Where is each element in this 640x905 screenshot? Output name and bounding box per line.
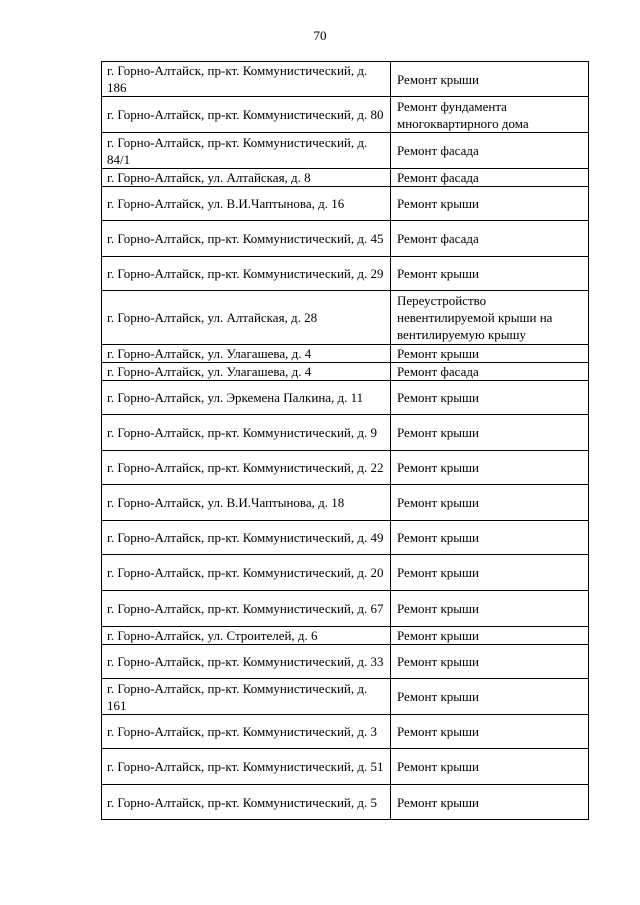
address-cell: г. Горно-Алтайск, пр-кт. Коммунистический, д. 80 <box>102 97 391 133</box>
table-body <box>102 62 589 820</box>
work-type-cell: Ремонт крыши <box>391 187 589 221</box>
address-cell: г. Горно-Алтайск, ул. Эркемена Палкина, д. 11 <box>102 381 391 415</box>
work-type-cell: Ремонт фундамента многоквартирного дома <box>391 97 589 133</box>
table-row <box>102 715 589 749</box>
table-row <box>102 187 589 221</box>
work-type-cell: Ремонт фасада <box>391 221 589 257</box>
work-type-cell: Ремонт фасада <box>391 363 589 381</box>
table-row <box>102 451 589 485</box>
address-cell: г. Горно-Алтайск, пр-кт. Коммунистический, д. 20 <box>102 555 391 591</box>
address-cell: г. Горно-Алтайск, ул. Улагашева, д. 4 <box>102 363 391 381</box>
table-row <box>102 381 589 415</box>
table-row <box>102 291 589 345</box>
table-row <box>102 521 589 555</box>
address-cell: г. Горно-Алтайск, ул. Алтайская, д. 8 <box>102 169 391 187</box>
work-type-cell: Ремонт фасада <box>391 169 589 187</box>
work-type-cell: Переустройство невентилируемой крыши на вентилируемую крышу <box>391 291 589 345</box>
work-type-cell: Ремонт крыши <box>391 451 589 485</box>
work-type-cell: Ремонт крыши <box>391 555 589 591</box>
work-type-cell: Ремонт крыши <box>391 627 589 645</box>
work-type-cell: Ремонт крыши <box>391 485 589 521</box>
address-cell: г. Горно-Алтайск, пр-кт. Коммунистический, д. 161 <box>102 679 391 715</box>
table-row <box>102 257 589 291</box>
address-cell: г. Горно-Алтайск, пр-кт. Коммунистический, д. 9 <box>102 415 391 451</box>
work-type-cell: Ремонт крыши <box>391 591 589 627</box>
work-type-cell: Ремонт крыши <box>391 381 589 415</box>
table-row <box>102 169 589 187</box>
work-type-cell: Ремонт крыши <box>391 679 589 715</box>
address-cell: г. Горно-Алтайск, пр-кт. Коммунистический, д. 84/1 <box>102 133 391 169</box>
address-cell: г. Горно-Алтайск, пр-кт. Коммунистический, д. 67 <box>102 591 391 627</box>
address-cell: г. Горно-Алтайск, ул. В.И.Чаптынова, д. 16 <box>102 187 391 221</box>
table-row <box>102 62 589 97</box>
table-row <box>102 749 589 785</box>
work-type-cell: Ремонт крыши <box>391 715 589 749</box>
table-row <box>102 645 589 679</box>
table-row <box>102 785 589 820</box>
table-row <box>102 133 589 169</box>
work-type-cell: Ремонт крыши <box>391 415 589 451</box>
table-row <box>102 627 589 645</box>
address-cell: г. Горно-Алтайск, пр-кт. Коммунистический, д. 186 <box>102 62 391 97</box>
work-type-cell: Ремонт крыши <box>391 62 589 97</box>
table-row <box>102 591 589 627</box>
table-row <box>102 97 589 133</box>
address-cell: г. Горно-Алтайск, пр-кт. Коммунистический, д. 49 <box>102 521 391 555</box>
work-type-cell: Ремонт крыши <box>391 645 589 679</box>
address-cell: г. Горно-Алтайск, пр-кт. Коммунистический, д. 3 <box>102 715 391 749</box>
address-cell: г. Горно-Алтайск, ул. Алтайская, д. 28 <box>102 291 391 345</box>
table-row <box>102 415 589 451</box>
table-row <box>102 221 589 257</box>
address-cell: г. Горно-Алтайск, пр-кт. Коммунистический, д. 22 <box>102 451 391 485</box>
table-row <box>102 363 589 381</box>
work-type-cell: Ремонт крыши <box>391 521 589 555</box>
work-type-cell: Ремонт крыши <box>391 785 589 820</box>
table-row <box>102 485 589 521</box>
work-type-cell: Ремонт фасада <box>391 133 589 169</box>
work-type-cell: Ремонт крыши <box>391 749 589 785</box>
table-row <box>102 345 589 363</box>
address-cell: г. Горно-Алтайск, пр-кт. Коммунистический, д. 45 <box>102 221 391 257</box>
address-cell: г. Горно-Алтайск, пр-кт. Коммунистический, д. 33 <box>102 645 391 679</box>
repair-works-table <box>101 61 589 820</box>
page-number: 70 <box>313 28 327 43</box>
address-cell: г. Горно-Алтайск, ул. В.И.Чаптынова, д. 18 <box>102 485 391 521</box>
address-cell: г. Горно-Алтайск, пр-кт. Коммунистический, д. 29 <box>102 257 391 291</box>
work-type-cell: Ремонт крыши <box>391 257 589 291</box>
address-cell: г. Горно-Алтайск, ул. Строителей, д. 6 <box>102 627 391 645</box>
address-cell: г. Горно-Алтайск, пр-кт. Коммунистический, д. 5 <box>102 785 391 820</box>
address-cell: г. Горно-Алтайск, ул. Улагашева, д. 4 <box>102 345 391 363</box>
work-type-cell: Ремонт крыши <box>391 345 589 363</box>
address-cell: г. Горно-Алтайск, пр-кт. Коммунистический, д. 51 <box>102 749 391 785</box>
table-row <box>102 555 589 591</box>
table-row <box>102 679 589 715</box>
